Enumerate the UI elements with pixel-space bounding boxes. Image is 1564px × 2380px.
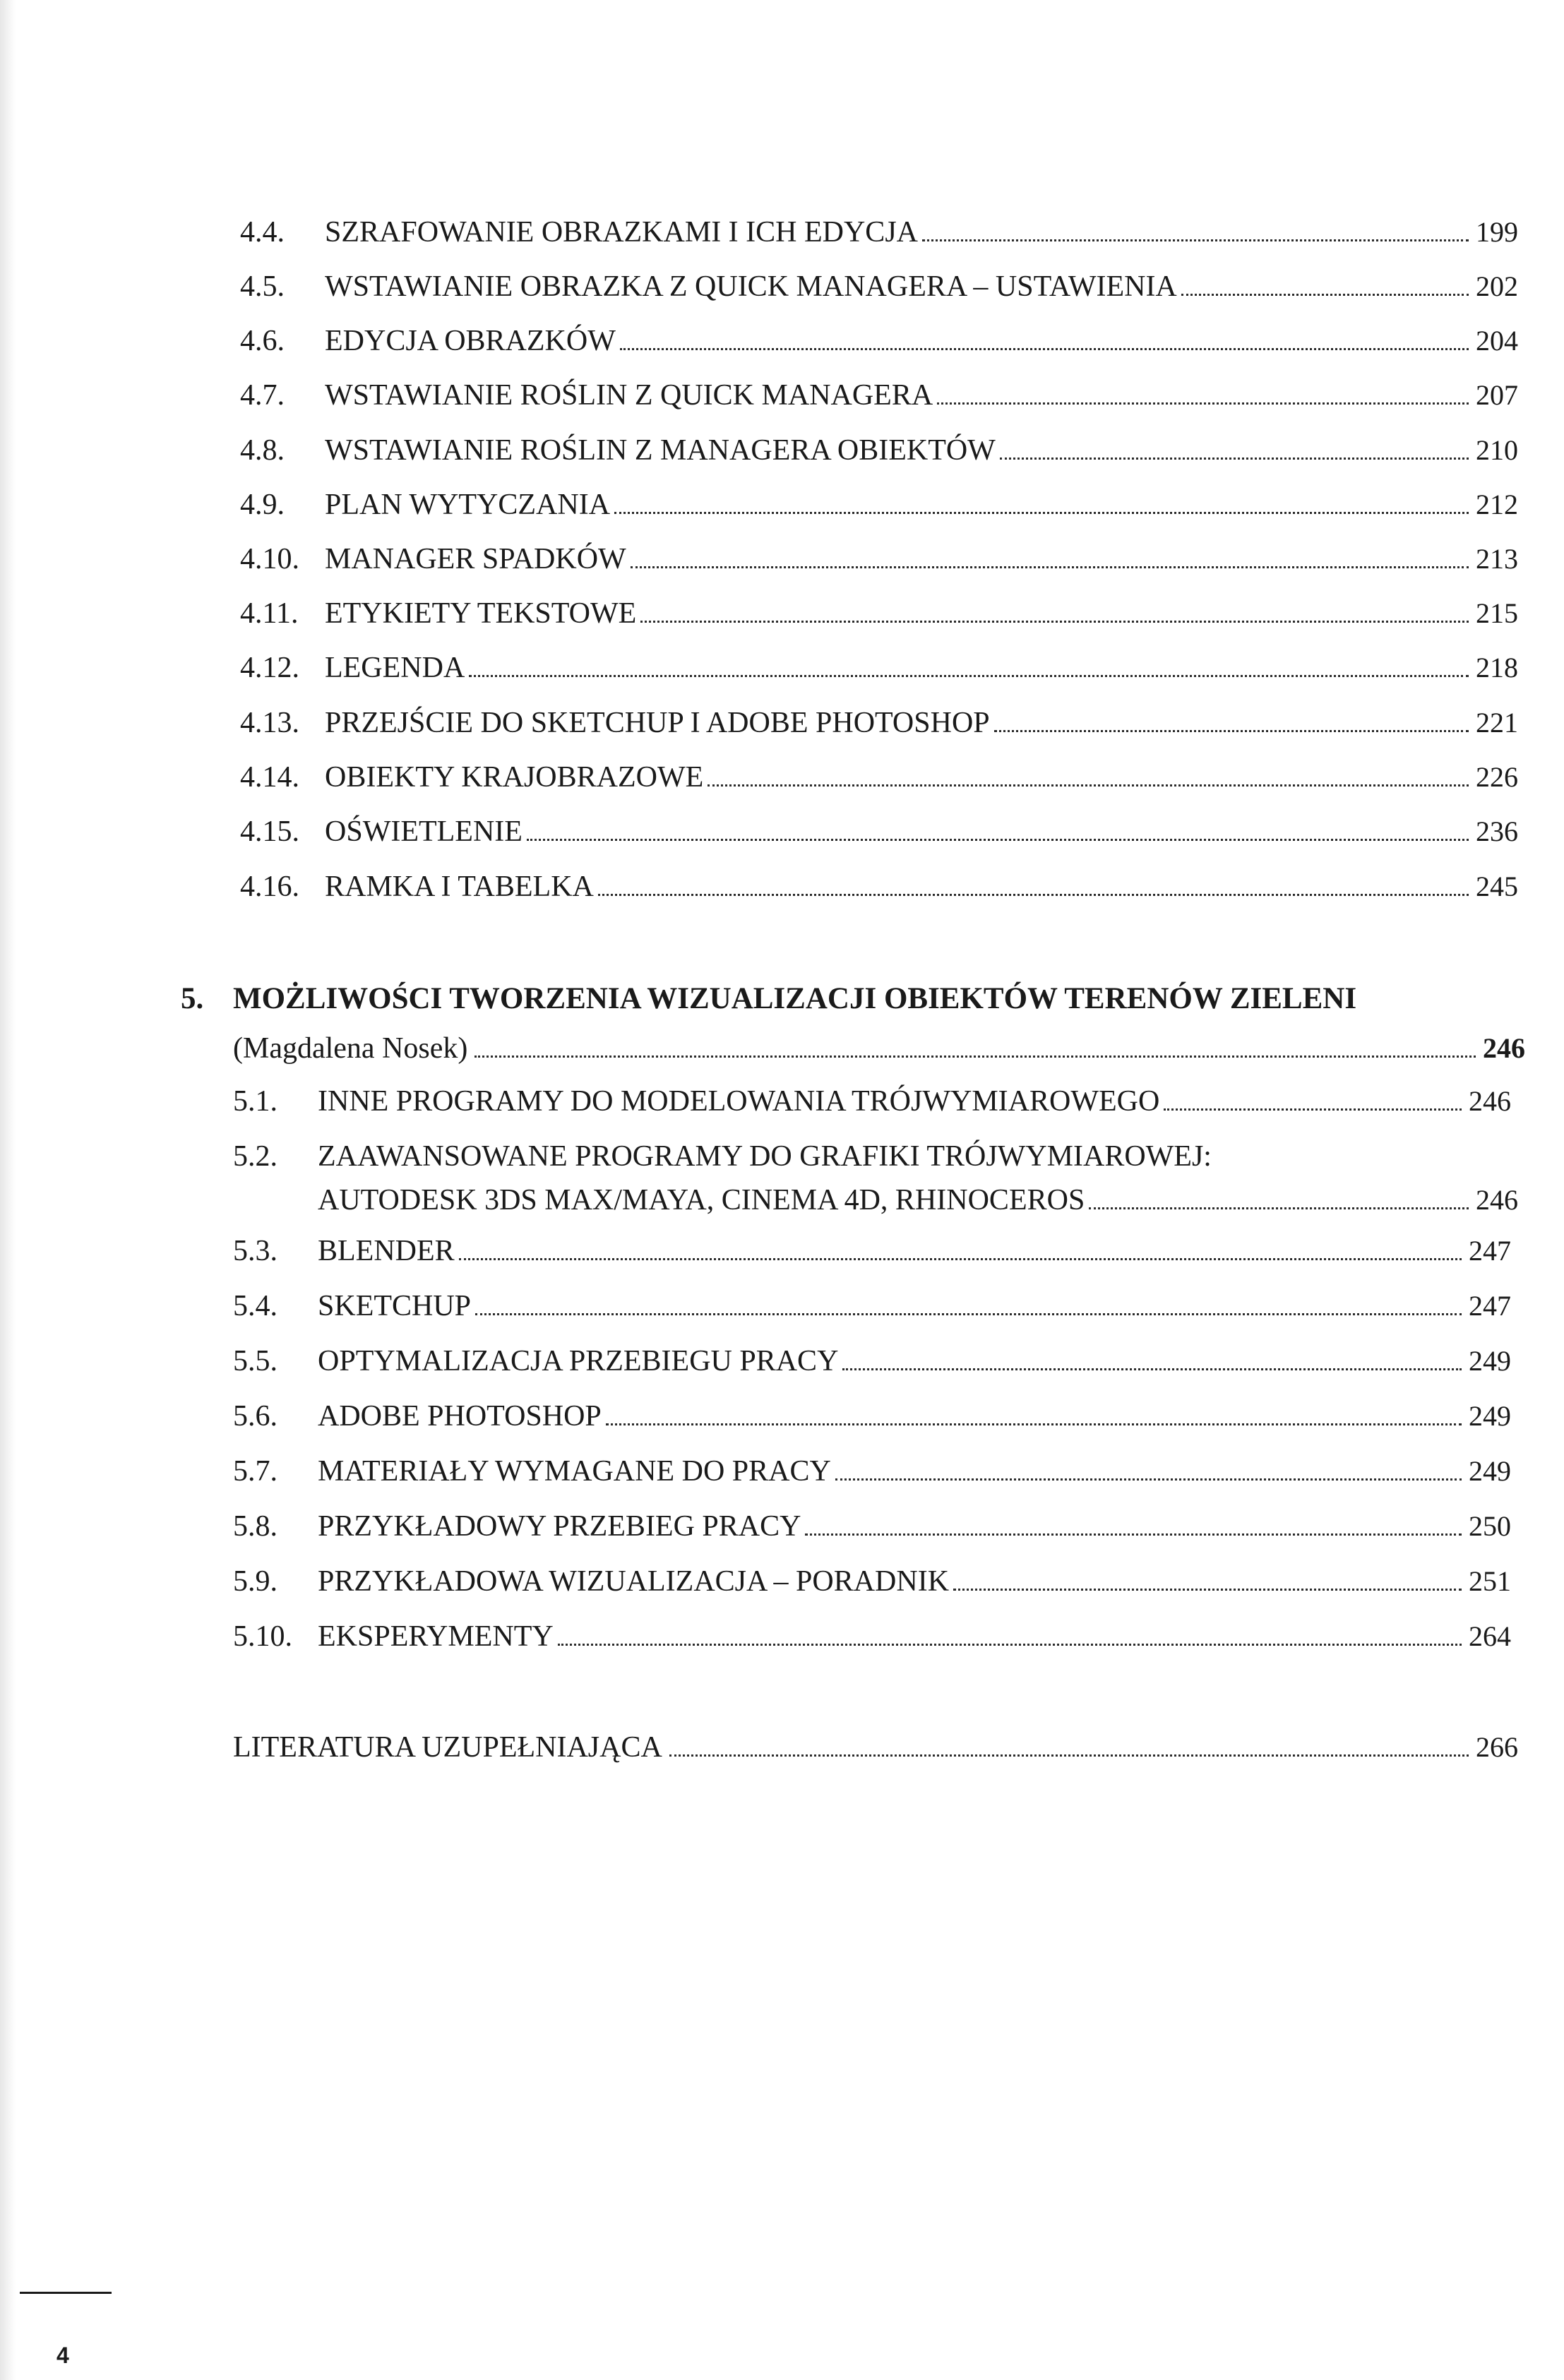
entry-title: OBIEKTY KRAJOBRAZOWE (325, 761, 704, 794)
entry-page: 247 (1469, 1235, 1511, 1267)
dot-leader (937, 402, 1469, 405)
toc-entry (240, 371, 1518, 420)
dot-leader (1181, 293, 1469, 296)
entry-number: 5.9. (233, 1565, 277, 1598)
entry-page: 264 (1469, 1620, 1511, 1652)
entry-page: 207 (1476, 379, 1518, 411)
entry-page: 213 (1476, 543, 1518, 575)
dot-leader (842, 1368, 1462, 1370)
toc-entry (240, 643, 1518, 693)
entry-title: PRZYKŁADOWY PRZEBIEG PRACY (318, 1510, 801, 1543)
dot-leader (474, 1055, 1476, 1058)
entry-page: 245 (1476, 871, 1518, 902)
toc-entry (240, 208, 1518, 257)
entry-title: PRZEJŚCIE DO SKETCHUP I ADOBE PHOTOSHOP (325, 707, 990, 739)
entry-number: 5.7. (233, 1455, 277, 1488)
entry-page: 251 (1469, 1565, 1511, 1597)
entry-number: 5.5. (233, 1345, 277, 1377)
entry-title: MATERIAŁY WYMAGANE DO PRACY (318, 1455, 831, 1488)
chapter-author-line (233, 1024, 1525, 1073)
entry-title: WSTAWIANIE OBRAZKA Z QUICK MANAGERA – USTAWIENIA (325, 270, 1177, 303)
toc-entry (240, 262, 1518, 311)
entry-page: 202 (1476, 270, 1518, 302)
entry-title: WSTAWIANIE ROŚLIN Z QUICK MANAGERA (325, 379, 933, 412)
toc-entry (240, 316, 1518, 366)
toc-entry (233, 1612, 1511, 1661)
entry-title: WSTAWIANIE ROŚLIN Z MANAGERA OBIEKTÓW (325, 434, 996, 467)
entry-title: RAMKA I TABELKA (325, 871, 594, 903)
entry-page: 249 (1469, 1400, 1511, 1432)
dot-leader (475, 1312, 1462, 1315)
entry-page: 204 (1476, 325, 1518, 357)
entry-number: 4.10. (240, 543, 299, 575)
entry-title: SKETCHUP (318, 1290, 472, 1322)
dot-leader (614, 511, 1469, 514)
entry-page: 226 (1476, 761, 1518, 793)
dot-leader (640, 620, 1469, 623)
entry-page: 199 (1476, 216, 1518, 248)
entry-title-line1: ZAAWANSOWANE PROGRAMY DO GRAFIKI TRÓJWYMIAROWEJ: (318, 1140, 1212, 1173)
dot-leader (606, 1423, 1462, 1425)
dot-leader (922, 239, 1469, 241)
footer-rule (20, 2292, 112, 2294)
dot-leader (527, 838, 1469, 841)
toc-entry (240, 807, 1518, 856)
entry-page: 212 (1476, 489, 1518, 520)
toc-entry (233, 1392, 1511, 1441)
dot-leader (631, 566, 1469, 568)
toc-entry (233, 1281, 1511, 1331)
dot-leader (459, 1257, 1462, 1260)
toc-entry (240, 480, 1518, 530)
dot-leader (1089, 1207, 1469, 1209)
entry-page: 215 (1476, 597, 1518, 629)
entry-title: LEGENDA (325, 652, 465, 684)
chapter-author: (Magdalena Nosek) (233, 1032, 468, 1065)
entry-number: 4.16. (240, 871, 299, 903)
dot-leader (598, 893, 1469, 896)
page-number: 4 (56, 2343, 69, 2368)
entry-title: PRZYKŁADOWA WIZUALIZACJA – PORADNIK (318, 1565, 950, 1598)
entry-number: 4.15. (240, 815, 299, 848)
entry-title: EKSPERYMENTY (318, 1620, 554, 1653)
entry-number: 5.2. (233, 1140, 277, 1173)
toc-literature (233, 1723, 1518, 1772)
entry-number: 5.8. (233, 1510, 277, 1543)
toc-entry (240, 753, 1518, 802)
entry-title: INNE PROGRAMY DO MODELOWANIA TRÓJWYMIAROWEGO (318, 1085, 1160, 1118)
dot-leader (1164, 1108, 1462, 1111)
entry-number: 4.12. (240, 652, 299, 684)
entry-page: 221 (1476, 707, 1518, 738)
entry-number: 4.6. (240, 325, 285, 357)
chapter-page: 246 (1483, 1032, 1525, 1064)
entry-page: 246 (1469, 1085, 1511, 1117)
dot-leader (805, 1533, 1462, 1536)
entry-page: 249 (1469, 1345, 1511, 1377)
entry-number: 4.4. (240, 216, 285, 249)
literature-title: LITERATURA UZUPEŁNIAJĄCA (233, 1731, 662, 1764)
entry-title: EDYCJA OBRAZKÓW (325, 325, 616, 357)
entry-page: 250 (1469, 1510, 1511, 1542)
entry-page: 218 (1476, 652, 1518, 683)
dot-leader (708, 784, 1469, 787)
entry-number: 4.11. (240, 597, 299, 630)
toc-entry (240, 534, 1518, 584)
toc-entry (240, 698, 1518, 748)
dot-leader (835, 1478, 1462, 1481)
entry-page: 246 (1476, 1184, 1518, 1216)
toc-entry (240, 862, 1518, 911)
entry-number: 5.10. (233, 1620, 292, 1653)
entry-number: 5.3. (233, 1235, 277, 1267)
entry-title: OŚWIETLENIE (325, 815, 523, 848)
entry-page: 249 (1469, 1455, 1511, 1487)
scan-edge-shadow (0, 0, 16, 2380)
entry-page: 236 (1476, 815, 1518, 847)
toc-entry (240, 426, 1518, 475)
toc-entry (233, 1502, 1511, 1551)
entry-number: 4.13. (240, 707, 299, 739)
dot-leader (1000, 457, 1469, 460)
toc-entry (233, 1557, 1511, 1606)
entry-title: PLAN WYTYCZANIA (325, 489, 611, 521)
entry-number: 4.8. (240, 434, 285, 467)
entry-title-line2: AUTODESK 3DS MAX/MAYA, CINEMA 4D, RHINOCEROS (318, 1184, 1085, 1216)
toc-entry (233, 1226, 1511, 1276)
chapter-number: 5. (181, 982, 204, 1015)
chapter-title: MOŻLIWOŚCI TWORZENIA WIZUALIZACJI OBIEKTÓW TERENÓW ZIELENI (233, 982, 1357, 1015)
toc-entry (233, 1077, 1511, 1126)
entry-title: SZRAFOWANIE OBRAZKAMI I ICH EDYCJA (325, 216, 918, 249)
entry-number: 4.14. (240, 761, 299, 794)
entry-number: 4.7. (240, 379, 285, 412)
entry-page: 210 (1476, 434, 1518, 466)
entry-page: 247 (1469, 1290, 1511, 1322)
entry-title: BLENDER (318, 1235, 455, 1267)
toc-entry (233, 1336, 1511, 1386)
entry-title: OPTYMALIZACJA PRZEBIEGU PRACY (318, 1345, 839, 1377)
toc-entry (240, 589, 1518, 638)
dot-leader (669, 1754, 1469, 1757)
entry-number: 5.4. (233, 1290, 277, 1322)
dot-leader (953, 1588, 1462, 1591)
toc-entry (233, 1447, 1511, 1496)
entry-number: 4.5. (240, 270, 285, 303)
dot-leader (469, 674, 1469, 677)
entry-number: 5.6. (233, 1400, 277, 1433)
literature-page: 266 (1476, 1731, 1518, 1763)
entry-title: ETYKIETY TEKSTOWE (325, 597, 637, 630)
entry-number: 4.9. (240, 489, 285, 521)
dot-leader (620, 347, 1469, 350)
dot-leader (994, 729, 1469, 732)
entry-number: 5.1. (233, 1085, 277, 1118)
entry-title: ADOBE PHOTOSHOP (318, 1400, 602, 1433)
dot-leader (558, 1643, 1462, 1646)
entry-title: MANAGER SPADKÓW (325, 543, 626, 575)
